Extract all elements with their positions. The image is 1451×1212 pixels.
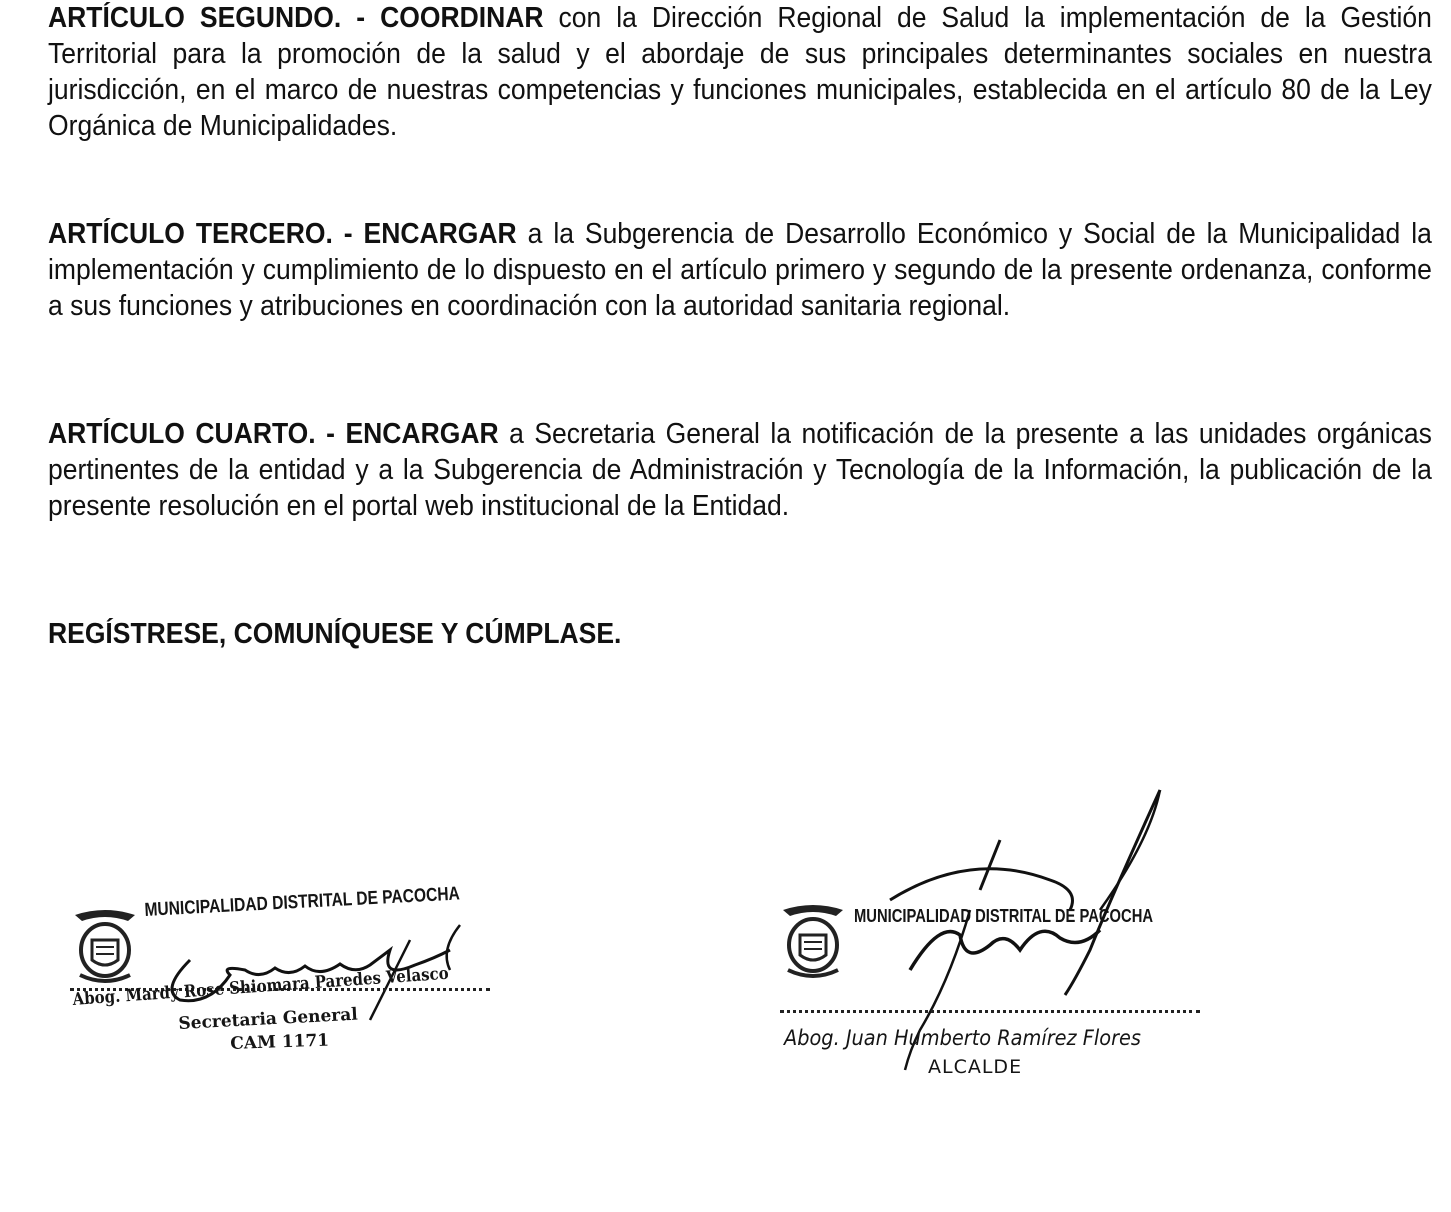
signer-role: ALCALDE bbox=[928, 1056, 1023, 1078]
article-heading: ARTÍCULO TERCERO. - bbox=[48, 218, 353, 250]
article-fourth bbox=[48, 416, 1432, 524]
article-heading: ARTÍCULO SEGUNDO. - bbox=[48, 2, 366, 34]
signature-block-secretary bbox=[70, 860, 520, 1090]
article-verb: COORDINAR bbox=[380, 2, 544, 34]
stamp-header: MUNICIPALIDAD DISTRITAL DE PACOCHA bbox=[144, 883, 461, 921]
signer-registration: CAM 1171 bbox=[230, 1030, 330, 1054]
article-verb: ENCARGAR bbox=[345, 418, 499, 450]
article-second bbox=[48, 0, 1432, 144]
municipal-seal-icon bbox=[70, 905, 140, 990]
article-heading: ARTÍCULO CUARTO. - bbox=[48, 418, 335, 450]
article-text: a la Subgerencia de Desarrollo Económico y Social de la Municipalidad la implementación y cumplimiento de lo dispuesto en el artículo primero y segundo de la presente ordenanza, conforme a sus funciones y atribuciones en coordinación con la autoridad sanitaria regional. bbox=[48, 218, 1432, 322]
article-text: con la Dirección Regional de Salud la implementación de la Gestión Territorial para la promoción de la salud y el abordaje de sus principales determinantes sociales en nuestra jurisdicción, en el marco de nuestras competencias y funciones municipales, establecida en el artículo 80 de la Ley Orgánica de Municipalidades. bbox=[48, 2, 1432, 142]
signer-role: Secretaria General bbox=[178, 1004, 359, 1034]
stamp-header: MUNICIPALIDAD DISTRITAL DE PACOCHA bbox=[854, 906, 1154, 926]
article-third bbox=[48, 216, 1432, 324]
signature-block-mayor bbox=[770, 780, 1220, 1100]
closing-formula: REGÍSTRESE, COMUNÍQUESE Y CÚMPLASE. bbox=[48, 618, 622, 650]
article-text: a Secretaria General la notificación de la presente a las unidades orgánicas pertinentes de la entidad y a la Subgerencia de Administración y Tecnología de la Información, la publicación de la presente resolución en el portal web institucional de la Entidad. bbox=[48, 418, 1432, 522]
article-verb: ENCARGAR bbox=[363, 218, 517, 250]
municipal-seal-icon bbox=[778, 900, 848, 985]
signer-name: Abog. Mardy Rose Shiomara Paredes Velasco bbox=[72, 963, 450, 1010]
signer-name: Abog. Juan Humberto Ramírez Flores bbox=[784, 1026, 1142, 1050]
signature-line bbox=[780, 1010, 1200, 1013]
